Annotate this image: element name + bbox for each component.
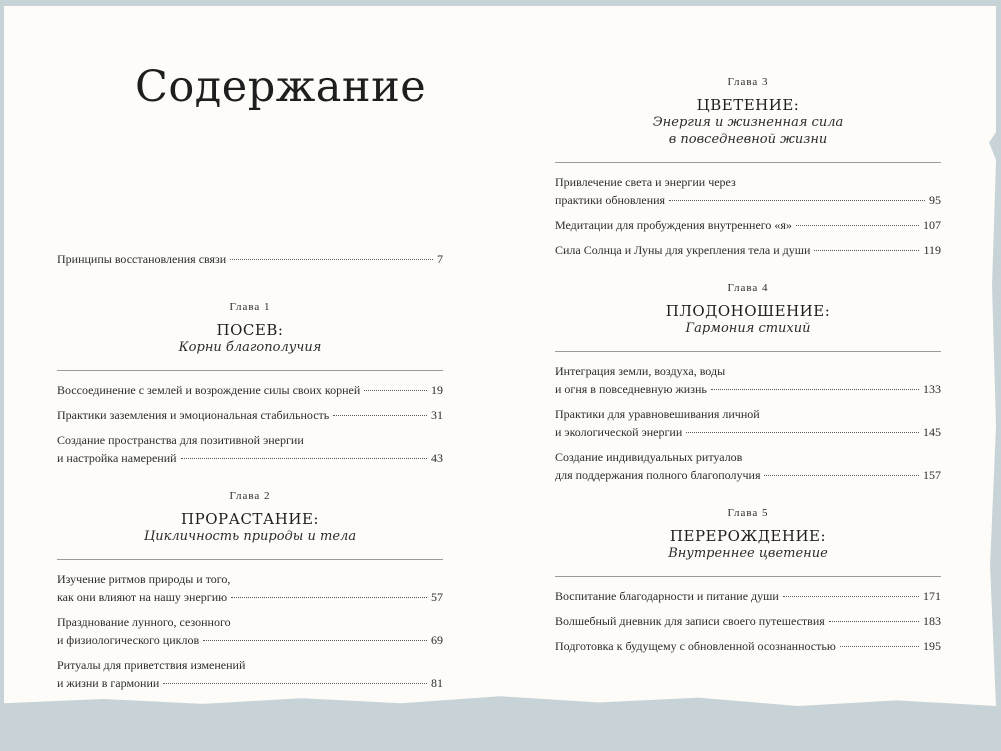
- chapter-name: ЦВЕТЕНИЕ:: [696, 96, 800, 114]
- toc-entry-row: [555, 423, 941, 441]
- chapter-subtitle: Цикличность природы и тела: [143, 529, 357, 544]
- leader-dots: [686, 432, 919, 433]
- chapter-1-heading: [57, 300, 443, 356]
- toc-entry-title-line1: Ритуалы для приветствия изменений: [57, 658, 246, 672]
- leader-dots: [230, 259, 433, 260]
- toc-page-number: 43: [431, 451, 443, 465]
- toc-entry-row: [555, 587, 941, 605]
- toc-page-number: 57: [431, 590, 443, 604]
- toc-page-number: 171: [923, 589, 941, 603]
- toc-page-number: 7: [437, 252, 443, 266]
- leader-dots: [163, 683, 427, 684]
- leader-dots: [203, 640, 427, 641]
- toc-entry-row: [555, 191, 941, 209]
- toc-entry-title: Принципы восстановления связи: [57, 252, 227, 266]
- toc-entry[interactable]: [555, 173, 941, 209]
- toc-entry-title: Волшебный дневник для записи своего путешествия: [555, 614, 825, 628]
- toc-page-number: 19: [431, 383, 443, 397]
- toc-entry-row: [555, 241, 941, 259]
- chapter-subtitle: Внутреннее цветение: [668, 546, 828, 561]
- toc-entry-title: Практики заземления и эмоциональная стабильность: [57, 408, 330, 422]
- toc-entry[interactable]: [555, 241, 941, 259]
- chapter-2-heading: [57, 489, 443, 545]
- chapter-name: ПЕРЕРОЖДЕНИЕ:: [669, 527, 827, 545]
- chapter-label: Глава 4: [727, 282, 769, 294]
- toc-entry[interactable]: [555, 216, 941, 234]
- toc-entry-title-line2: и физиологического циклов: [57, 633, 200, 647]
- chapter-5-entries: [555, 587, 941, 655]
- toc-entry-title-line2: и экологической энергии: [555, 425, 683, 439]
- toc-entry[interactable]: [555, 587, 941, 605]
- toc-entry-title-line1: Изучение ритмов природы и того,: [57, 572, 231, 586]
- chapter-label: Глава 3: [727, 76, 769, 88]
- toc-entry-title-line2: и огня в повседневную жизнь: [555, 382, 707, 396]
- chapter-2-entries: [57, 570, 443, 692]
- toc-right-column: [555, 75, 941, 662]
- toc-entry-title: Медитации для пробуждения внутреннего «я»: [555, 218, 792, 232]
- toc-entry-title: Сила Солнца и Луны для укрепления тела и души: [555, 243, 811, 257]
- toc-page-number: 183: [923, 614, 941, 628]
- toc-entry-title: Воссоединение с землей и возрождение силы своих корней: [57, 383, 361, 397]
- toc-entry[interactable]: [555, 612, 941, 630]
- leader-dots: [333, 415, 427, 416]
- chapter-label: Глава 2: [229, 490, 271, 502]
- divider: [555, 576, 941, 577]
- toc-entry-title-line2: и настройка намерений: [57, 451, 177, 465]
- toc-entry-title-line1: Создание индивидуальных ритуалов: [555, 450, 743, 464]
- toc-entry-title-line2: как они влияют на нашу энергию: [57, 590, 228, 604]
- toc-entry[interactable]: [57, 381, 443, 399]
- toc-entry[interactable]: [555, 448, 941, 484]
- chapter-4-heading: [555, 281, 941, 337]
- toc-page-number: 145: [923, 425, 941, 439]
- toc-left-column: [57, 250, 443, 699]
- divider: [555, 162, 941, 163]
- toc-page-number: 195: [923, 639, 941, 653]
- divider: [57, 559, 443, 560]
- leader-dots: [181, 458, 427, 459]
- toc-entry-title-line1: Привлечение света и энергии через: [555, 175, 736, 189]
- toc-page-number: 133: [923, 382, 941, 396]
- toc-page-number: 119: [923, 243, 941, 257]
- toc-entry[interactable]: [555, 405, 941, 441]
- leader-dots: [764, 475, 919, 476]
- leader-dots: [783, 596, 919, 597]
- chapter-3-heading: [555, 75, 941, 148]
- chapter-name: ПРОРАСТАНИЕ:: [181, 510, 319, 528]
- toc-page-number: 157: [923, 468, 941, 482]
- leader-dots: [364, 390, 427, 391]
- toc-page-number: 95: [929, 193, 941, 207]
- toc-entry-title-line1: Практики для уравновешивания личной: [555, 407, 760, 421]
- divider: [555, 351, 941, 352]
- toc-entry[interactable]: [57, 613, 443, 649]
- leader-dots: [814, 250, 919, 251]
- leader-dots: [840, 646, 919, 647]
- toc-page-number: 81: [431, 676, 443, 690]
- leader-dots: [796, 225, 919, 226]
- toc-entry-row: [57, 674, 443, 692]
- toc-entry-row: [555, 466, 941, 484]
- chapter-4-entries: [555, 362, 941, 484]
- chapter-3-entries: [555, 173, 941, 259]
- toc-entry[interactable]: [57, 570, 443, 606]
- toc-entry-row: [57, 250, 443, 268]
- toc-entry-title: Воспитание благодарности и питание души: [555, 589, 779, 603]
- toc-entry-row: [57, 631, 443, 649]
- toc-entry[interactable]: [57, 406, 443, 424]
- chapter-subtitle: Энергия и жизненная сила: [652, 115, 844, 130]
- chapter-1-entries: [57, 381, 443, 467]
- toc-entry-title-line2: для поддержания полного благополучия: [555, 468, 761, 482]
- toc-entry-title-line2: и жизни в гармонии: [57, 676, 160, 690]
- toc-entry-title-line1: Интеграция земли, воздуха, воды: [555, 364, 726, 378]
- divider: [57, 370, 443, 371]
- toc-page-number: 107: [923, 218, 941, 232]
- toc-entry-row: [555, 380, 941, 398]
- toc-page-number: 69: [431, 633, 443, 647]
- chapter-name: ПОСЕВ:: [216, 321, 284, 339]
- toc-entry-intro[interactable]: [57, 250, 443, 268]
- chapter-name: ПЛОДОНОШЕНИЕ:: [665, 302, 831, 320]
- toc-entry[interactable]: [57, 431, 443, 467]
- chapter-5-heading: [555, 506, 941, 562]
- toc-entry-row: [57, 406, 443, 424]
- toc-entry-title: Подготовка к будущему с обновленной осознанностью: [555, 639, 836, 653]
- toc-page-number: 31: [431, 408, 443, 422]
- page-title: Содержание: [135, 62, 427, 112]
- toc-entry-title-line1: Создание пространства для позитивной энергии: [57, 433, 304, 447]
- leader-dots: [231, 597, 427, 598]
- toc-entry-title-line1: Празднование лунного, сезонного: [57, 615, 231, 629]
- chapter-label: Глава 5: [727, 507, 769, 519]
- leader-dots: [829, 621, 919, 622]
- chapter-subtitle: Гармония стихий: [685, 321, 811, 336]
- toc-entry-row: [555, 637, 941, 655]
- toc-entry-row: [57, 381, 443, 399]
- toc-entry-title-line2: практики обновления: [555, 193, 666, 207]
- chapter-label: Глава 1: [229, 301, 271, 313]
- toc-entry[interactable]: [555, 637, 941, 655]
- leader-dots: [669, 200, 925, 201]
- toc-entry-row: [57, 588, 443, 606]
- toc-entry[interactable]: [57, 656, 443, 692]
- chapter-subtitle: Корни благополучия: [178, 340, 322, 355]
- toc-entry-row: [57, 449, 443, 467]
- toc-entry-row: [555, 216, 941, 234]
- chapter-subtitle-line2: в повседневной жизни: [668, 132, 828, 147]
- toc-entry-row: [555, 612, 941, 630]
- leader-dots: [711, 389, 919, 390]
- toc-entry[interactable]: [555, 362, 941, 398]
